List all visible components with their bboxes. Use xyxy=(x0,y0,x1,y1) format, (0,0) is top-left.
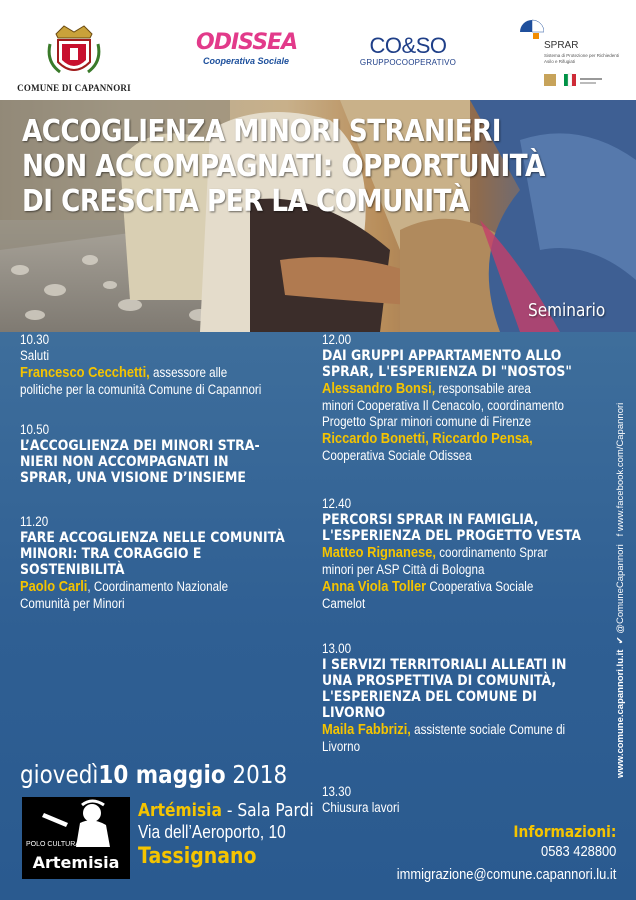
info-email[interactable]: immigrazione@comune.capannori.lu.it xyxy=(396,866,616,883)
speaker-name: Paolo Carli xyxy=(20,578,88,595)
speaker-role: minori Cooperativa Il Cenacolo, coordinamento xyxy=(322,398,565,413)
sprar-wordmark: SPRAR xyxy=(544,40,579,51)
speaker-role: , Coordinamento Nazionale xyxy=(87,579,229,594)
program-slot xyxy=(322,641,612,755)
speaker-name: Alessandro Bonsi, xyxy=(322,380,436,397)
slot-activity: Saluti xyxy=(20,348,50,363)
talk-title-line: UNA PROSPETTIVA DI COMUNITÀ, xyxy=(322,673,557,689)
coeso-wordmark: CO&SO xyxy=(369,33,447,58)
speaker-role: assessore alle xyxy=(149,365,228,380)
logo-header xyxy=(0,0,636,100)
capannori-crest-icon xyxy=(46,22,102,80)
speaker-role: responsabile area xyxy=(435,381,531,396)
program-slot xyxy=(322,332,612,464)
venue-info xyxy=(138,800,314,871)
slot-time: 13.30 xyxy=(322,784,352,799)
speaker-role: coordinamento Sprar xyxy=(435,545,548,560)
speaker-role: Livorno xyxy=(322,739,361,754)
date-year: 2018 xyxy=(232,760,288,789)
venue-name: Artémisia xyxy=(138,800,222,821)
slot-time: 10.30 xyxy=(20,332,50,347)
slot-time: 13.00 xyxy=(322,641,352,656)
sprar-subtitle: Sistema di Protezione per Richiedenti Asilo e Rifugiati xyxy=(544,53,620,64)
twitter-icon: ✔ xyxy=(615,636,626,645)
speaker-role: Camelot xyxy=(322,596,366,611)
venue-town: Tassignano xyxy=(138,844,257,869)
slot-time: 10.50 xyxy=(20,422,50,437)
program-slot xyxy=(20,514,316,612)
odissea-subtitle: Cooperativa Sociale xyxy=(202,56,290,66)
odissea-wordmark: ODISSEA xyxy=(196,30,298,55)
artemisia-logo-name: Artemisia xyxy=(32,853,120,872)
speaker-role: Comunità per Minori xyxy=(20,596,125,611)
speaker-name: Matteo Rignanese, xyxy=(322,544,436,561)
talk-title-line: SPRAR, UNA VISIONE D’INSIEME xyxy=(20,470,246,486)
capannori-label: COMUNE DI CAPANNORI xyxy=(17,83,131,93)
social-links-strip xyxy=(612,402,630,778)
artemisia-logo xyxy=(22,797,130,879)
slot-time: 12.40 xyxy=(322,496,352,511)
venue-hall: - Sala Pardi xyxy=(221,800,314,821)
sprar-mark-icon xyxy=(518,18,544,44)
speaker-name: Francesco Cecchetti, xyxy=(20,364,150,381)
title-line: NON ACCOMPAGNATI: OPPORTUNITÀ xyxy=(22,149,545,184)
artemisia-figure-icon xyxy=(22,797,130,847)
slot-time: 12.00 xyxy=(322,332,352,347)
talk-title-line: L'ESPERIENZA DEL COMUNE DI xyxy=(322,689,537,705)
talk-title-line: SPRAR, L'ESPERIENZA DI "NOSTOS" xyxy=(322,364,572,380)
talk-title-line: PERCORSI SPRAR IN FAMIGLIA, xyxy=(322,512,539,528)
poster-title xyxy=(22,114,545,219)
talk-title-line: NIERI NON ACCOMPAGNATI IN xyxy=(20,454,229,470)
talk-title-line: MINORI: TRA CORAGGIO E xyxy=(20,546,202,562)
talk-title-line: FARE ACCOGLIENZA NELLE COMUNITÀ xyxy=(20,530,285,546)
speaker-role: Cooperativa Sociale xyxy=(426,579,534,594)
slot-activity: Chiusura lavori xyxy=(322,800,400,815)
odissea-logo xyxy=(196,30,296,80)
coeso-subtitle: GRUPPOCOOPERATIVO xyxy=(359,58,457,67)
speaker-name: Anna Viola Toller xyxy=(322,578,427,595)
contact-info xyxy=(396,822,616,884)
program-slot xyxy=(20,422,316,486)
talk-title-line: L'ESPERIENZA DEL PROGETTO VESTA xyxy=(322,528,581,544)
twitter-handle[interactable]: @ComuneCapannori xyxy=(615,544,626,634)
program-slot xyxy=(20,332,316,398)
talk-title-line: SOSTENIBILITÀ xyxy=(20,562,125,578)
talk-title-line: L’ACCOGLIENZA DEI MINORI STRA- xyxy=(20,438,260,454)
speaker-name: Maila Fabbrizi, xyxy=(322,721,411,738)
speaker-role: assistente sociale Comune di xyxy=(410,722,566,737)
coeso-logo xyxy=(358,34,458,74)
speaker-role: Cooperativa Sociale Odissea xyxy=(322,448,472,463)
info-phone[interactable]: 0583 428800 xyxy=(540,843,616,860)
program-slot xyxy=(322,784,612,816)
title-line: DI CRESCITA PER LA COMUNITÀ xyxy=(22,184,469,219)
talk-title-line: I SERVIZI TERRITORIALI ALLEATI IN xyxy=(322,657,567,673)
social-links-text xyxy=(612,402,630,778)
artemisia-logo-caption: POLO CULTURALE xyxy=(26,841,89,848)
talk-title-line: DAI GRUPPI APPARTAMENTO ALLO xyxy=(322,348,562,364)
speaker-role: minori per ASP Città di Bologna xyxy=(322,562,485,577)
date-weekday: giovedì xyxy=(20,760,99,789)
date-day-month: 10 maggio xyxy=(98,760,226,789)
event-date xyxy=(20,760,287,789)
speaker-name: Riccardo Bonetti, Riccardo Pensa, xyxy=(322,430,533,447)
slot-time: 11.20 xyxy=(20,514,49,529)
speaker-role: politiche per la comunità Comune di Capannori xyxy=(20,382,262,397)
website-link[interactable]: www.comune.capannori.lu.it xyxy=(615,649,626,778)
info-label: Informazioni: xyxy=(513,822,616,841)
facebook-icon: f xyxy=(615,533,626,537)
capannori-logo xyxy=(14,22,134,96)
ministry-emblems-icon xyxy=(544,72,604,88)
title-line: ACCOGLIENZA MINORI STRANIERI xyxy=(22,114,502,149)
program-slot xyxy=(322,496,612,612)
event-type-label: Seminario xyxy=(528,300,606,321)
sprar-logo xyxy=(518,18,628,92)
facebook-link[interactable]: www.facebook.com/Capannori xyxy=(615,402,626,532)
venue-street: Via dell’Aeroporto, 10 xyxy=(138,822,286,842)
talk-title-line: LIVORNO xyxy=(322,705,386,721)
speaker-role: Progetto Sprar minori comune di Firenze xyxy=(322,414,532,429)
